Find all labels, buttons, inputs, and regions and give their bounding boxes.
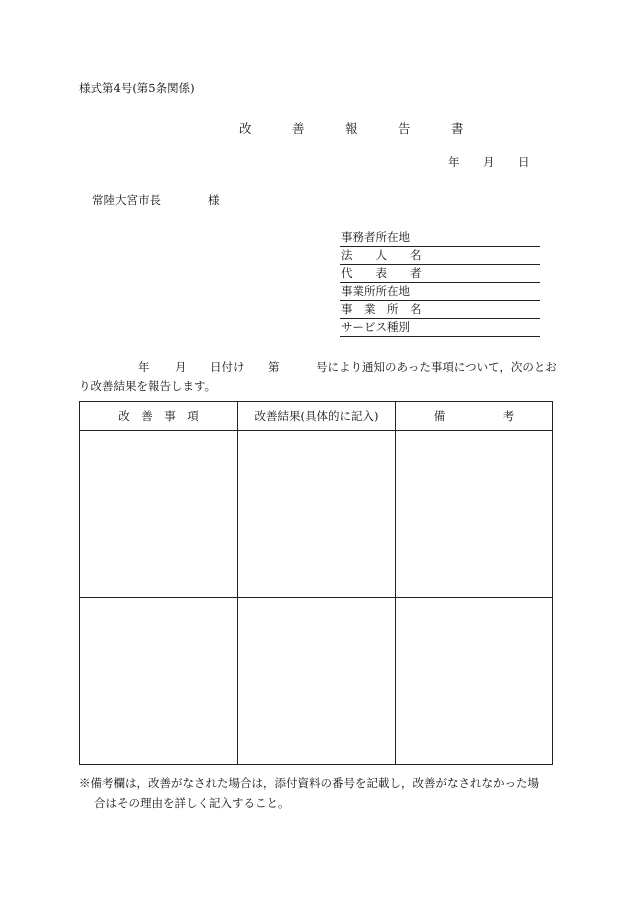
field-service-type[interactable]: サービス種別 (340, 319, 540, 337)
date-day-label: 日 (518, 155, 530, 169)
recipient-honorific: 様 (208, 193, 220, 207)
field-representative[interactable]: 代 表 者 (340, 265, 540, 283)
field-facility-name[interactable]: 事 業 所 名 (340, 301, 540, 319)
intro-number-prefix: 第 (268, 360, 280, 374)
table-row (80, 431, 553, 598)
date-month-label: 月 (483, 155, 495, 169)
header-improvement-items: 改 善 事 項 (80, 402, 238, 431)
table-header-row (80, 402, 553, 431)
header-remarks: 備 考 (396, 402, 553, 431)
cell-remarks[interactable] (396, 431, 553, 598)
intro-month: 月 (175, 360, 187, 374)
cell-improvement-item[interactable] (80, 598, 238, 765)
field-corporation-name[interactable]: 法 人 名 (340, 247, 540, 265)
intro-sentence (0, 359, 630, 375)
header-improvement-results: 改善結果(具体的に記入) (238, 402, 396, 431)
field-office-address[interactable]: 事務者所在地 (340, 229, 540, 247)
table-row (80, 598, 553, 765)
intro-dated: 日付け (210, 360, 245, 374)
remarks-note-continued: 合はその理由を詳しく記入すること。 (94, 796, 290, 810)
improvement-results-table (79, 401, 553, 765)
intro-year: 年 (138, 360, 150, 374)
document-title: 改 善 報 告 書 (239, 121, 478, 136)
remarks-note: ※備考欄は，改善がなされた場合は，添付資料の番号を記載し，改善がなされなかった場 (79, 776, 539, 790)
form-number: 様式第4号(第5条関係) (79, 81, 195, 95)
intro-sentence-continued: り改善結果を報告します。 (79, 379, 217, 393)
cell-improvement-result[interactable] (238, 598, 396, 765)
cell-remarks[interactable] (396, 598, 553, 765)
intro-rest: 号により通知のあった事項について，次のとお (316, 360, 557, 374)
cell-improvement-result[interactable] (238, 431, 396, 598)
field-facility-address[interactable]: 事業所所在地 (340, 283, 540, 301)
cell-improvement-item[interactable] (80, 431, 238, 598)
date-year-label: 年 (448, 155, 460, 169)
applicant-info-block (340, 229, 540, 337)
recipient-name: 常陸大宮市長 (92, 193, 161, 207)
